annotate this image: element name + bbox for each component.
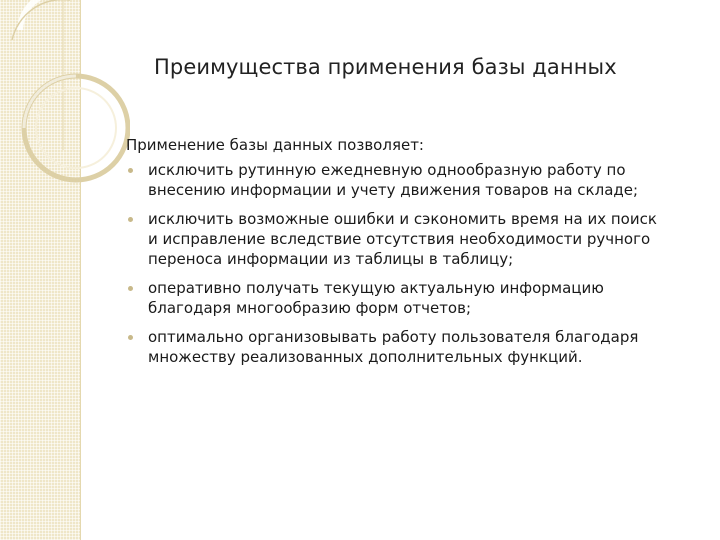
- bullet-icon: [128, 217, 133, 222]
- list-item-line: и исправление вследствие отсутствия необходимости ручного: [148, 230, 651, 248]
- list-item-line: исключить возможные ошибки и сэкономить время на их поиск: [148, 210, 657, 228]
- intro-text: Применение базы данных позволяет:: [126, 136, 424, 154]
- slide-body: [126, 135, 696, 376]
- list-item: [126, 327, 696, 367]
- list-item-line: оперативно получать текущую актуальную информацию: [148, 279, 604, 297]
- list-item-line: множеству реализованных дополнительных функций.: [148, 348, 583, 366]
- list-item: [126, 160, 696, 200]
- list-item-line: переноса информации из таблицы в таблицу;: [148, 250, 514, 268]
- bullet-icon: [128, 335, 133, 340]
- slide-title: Преимущества применения базы данных: [154, 55, 617, 79]
- list-item-line: внесению информации и учету движения товаров на складе;: [148, 181, 639, 199]
- list-item-line: оптимально организовывать работу пользователя благодаря: [148, 328, 639, 346]
- list-item: [126, 209, 696, 269]
- list-item-line: исключить рутинную ежедневную однообразную работу по: [148, 161, 626, 179]
- decorative-rings-icon: [0, 0, 130, 210]
- list-item-line: благодаря многообразию форм отчетов;: [148, 299, 472, 317]
- bullet-icon: [128, 286, 133, 291]
- bullet-icon: [128, 168, 133, 173]
- list-item: [126, 278, 696, 318]
- benefit-list: [126, 160, 696, 367]
